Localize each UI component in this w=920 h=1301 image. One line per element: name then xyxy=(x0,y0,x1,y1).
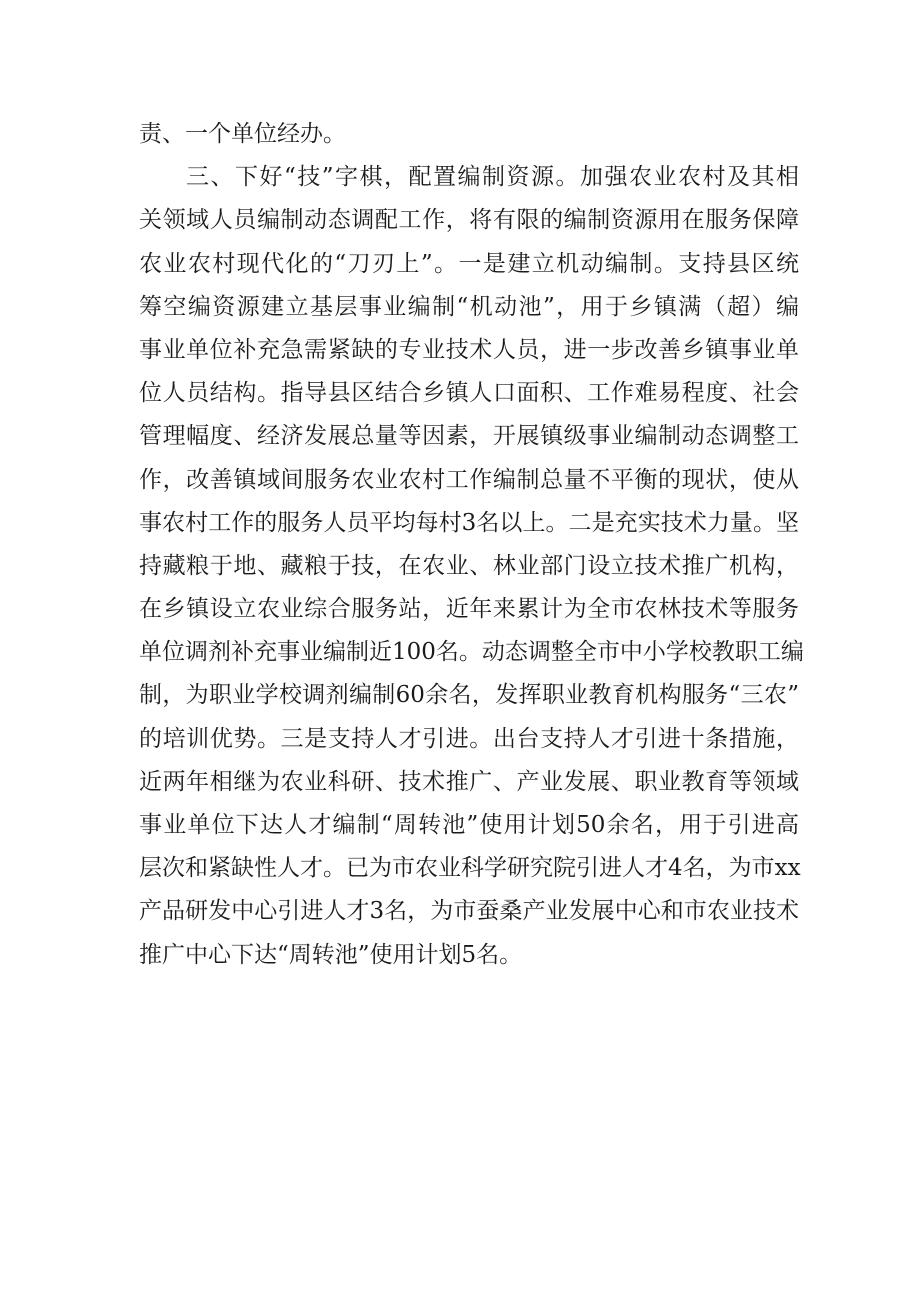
text-line-19: 产品研发中心引进人才3名，为市蚕桑产业发展中心和市农业技术 xyxy=(139,898,799,925)
text-line-13: 单位调剂补充事业编制近100名。动态调整全市中小学校教职工编 xyxy=(139,639,804,666)
text-line-20: 推广中心下达“周转池”使用计划5名。 xyxy=(139,941,523,968)
text-line-17: 事业单位下达人才编制“周转池”使用计划50余名，用于引进高 xyxy=(139,812,799,838)
text-line-11: 持藏粮于地、藏粮于技，在农业、林业部门设立技术推广机构， xyxy=(139,552,799,579)
text-line-18: 层次和紧缺性人才。已为市农业科学研究院引进人才4名，为市xx xyxy=(139,855,801,882)
text-line-8: 管理幅度、经济发展总量等因素，开展镇级事业编制动态调整工 xyxy=(139,423,799,450)
text-line-15: 的培训优势。三是支持人才引进。出台支持人才引进十条措施， xyxy=(139,725,799,752)
text-line-12: 在乡镇设立农业综合服务站，近年来累计为全市农林技术等服务 xyxy=(139,596,799,623)
text-line-6: 事业单位补充急需紧缺的专业技术人员，进一步改善乡镇事业单 xyxy=(139,336,799,363)
text-line-7: 位人员结构。指导县区结合乡镇人口面积、工作难易程度、社会 xyxy=(139,380,799,407)
text-line-2: 三、下好“技”字棋，配置编制资源。加强农业农村及其相 xyxy=(186,164,799,191)
text-line-10: 事农村工作的服务人员平均每村3名以上。二是充实技术力量。坚 xyxy=(139,509,799,536)
text-line-14: 制，为职业学校调剂编制60余名，发挥职业教育机构服务“三农” xyxy=(139,682,799,709)
text-line-1: 责、一个单位经办。 xyxy=(139,121,346,147)
text-line-4: 农业农村现代化的“刀刃上”。一是建立机动编制。支持县区统 xyxy=(139,250,799,277)
text-line-16: 近两年相继为农业科研、技术推广、产业发展、职业教育等领域 xyxy=(139,768,799,795)
text-line-9: 作，改善镇域间服务农业农村工作编制总量不平衡的现状，使从 xyxy=(139,466,799,493)
text-line-3: 关领域人员编制动态调配工作，将有限的编制资源用在服务保障 xyxy=(139,207,799,234)
text-line-5: 筹空编资源建立基层事业编制“机动池”，用于乡镇满（超）编 xyxy=(139,293,799,320)
body-text xyxy=(139,113,804,977)
